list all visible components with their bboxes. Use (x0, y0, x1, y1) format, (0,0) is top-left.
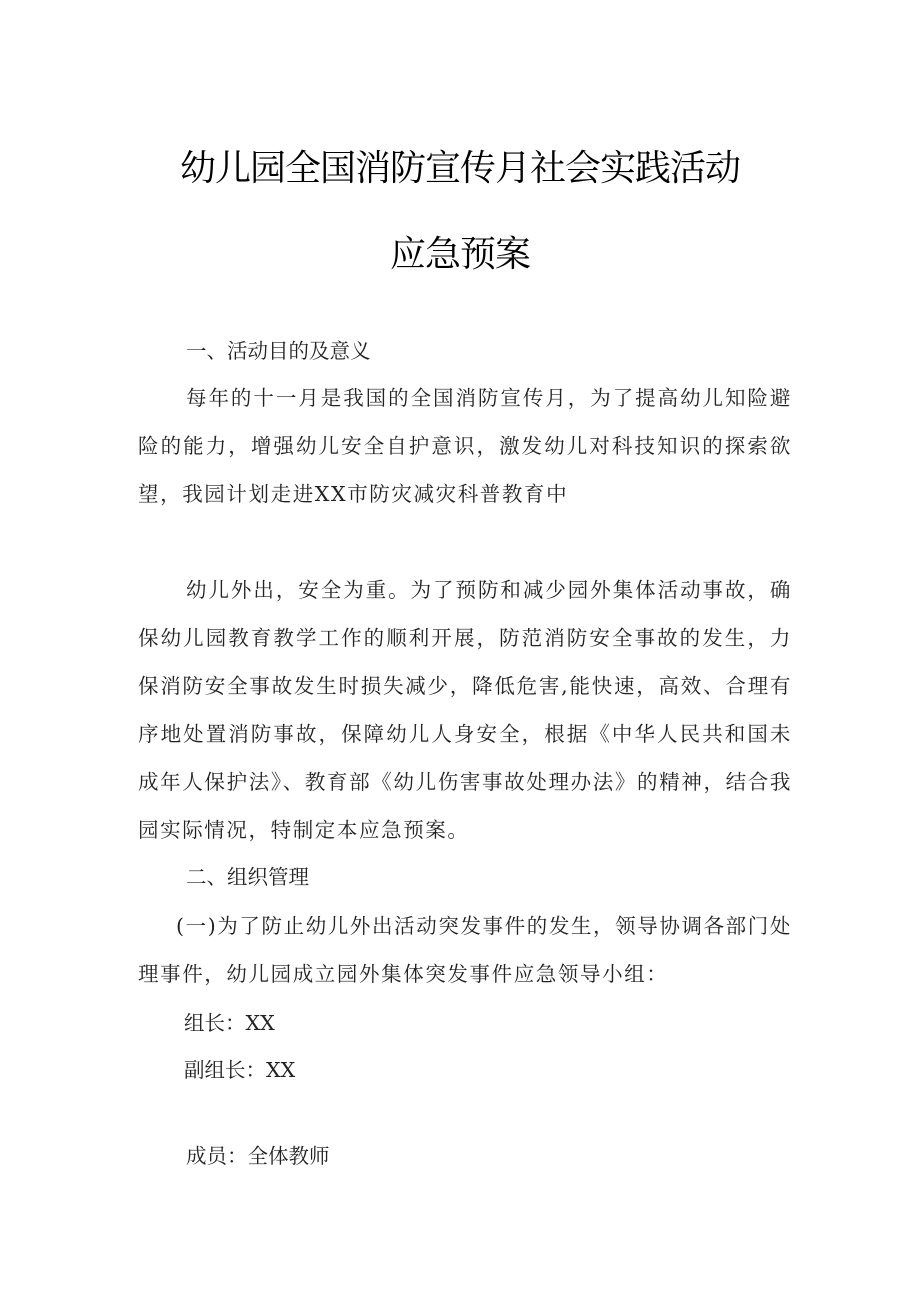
safety-paragraph: 幼儿外出，安全为重。为了预防和减少园外集体活动事故，确保幼儿园教育教学工作的顺利开展，防范消防安全事故的发生，力保消防安全事故发生时损失减少，降低危害,能快速，高效、合理有序地处置消防事故，保障幼儿人身安全，根据《中华人民共和国未成年人保护法》、教育部《幼儿伤害事故处理办法》的精神，结合我园实际情况，特制定本应急预案。 (138, 578, 792, 842)
document-title-line-1: 幼儿园全国消防宣传月社会实践活动 (179, 148, 740, 189)
team-leader: 组长：XX (184, 1011, 275, 1035)
team-members: 成员：全体教师 (186, 1144, 330, 1168)
section-1-paragraph: 每年的十一月是我国的全国消防宣传月，为了提高幼儿知险避险的能力，增强幼儿安全自护意识，激发幼儿对科技知识的探索欲望，我园计划走进XX市防灾减灾科普教育中 (138, 386, 792, 506)
document-title-line-2: 应急预案 (389, 234, 530, 275)
team-deputy-leader: 副组长：XX (184, 1058, 296, 1082)
section-2-paragraph: (一)为了防止幼儿外出活动突发事件的发生，领导协调各部门处理事件，幼儿园成立园外集体突发事件应急领导小组： (138, 914, 792, 986)
section-1-heading: 一、活动目的及意义 (186, 339, 371, 363)
section-2-heading: 二、组织管理 (186, 865, 309, 889)
